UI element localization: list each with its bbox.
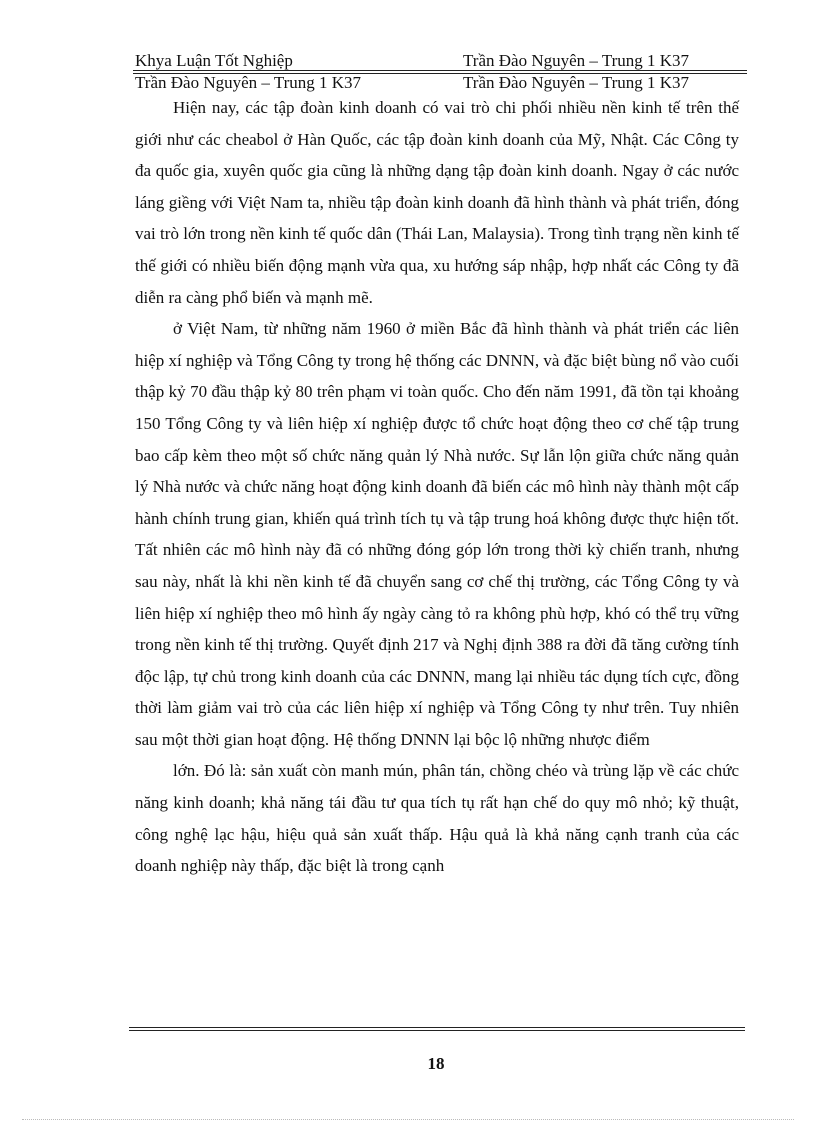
page-number: 18 xyxy=(427,1054,445,1073)
paragraph: ở Việt Nam, từ những năm 1960 ở miền Bắc đã hình thành và phát triển các liên hiệp xí nghiệp và Tổng Công ty trong hệ thống các DNNN, và đặc biệt bùng nổ vào cuối thập kỷ 70 đầu thập kỷ 80 trên phạm vi toàn quốc. Cho đến năm 1991, đã tồn tại khoảng 150 Tổng Công ty và liên hiệp xí nghiệp được tổ chức hoạt động theo cơ chế tập trung bao cấp kèm theo một số chức năng quản lý Nhà nước. Sự lẫn lộn giữa chức năng quản lý Nhà nước và chức năng hoạt động kinh doanh đã biến các mô hình này thành một cấp hành chính trung gian, khiến quá trình tích tụ và tập trung hoá không được thực hiện tốt. Tất nhiên các mô hình này đã có những đóng góp lớn trong thời kỳ chiến tranh, nhưng sau này, nhất là khi nền kinh tế đã chuyển sang cơ chế thị trường, các Tổng Công ty và liên hiệp xí nghiệp theo mô hình ấy ngày càng tỏ ra không phù hợp, khó có thể trụ vững trong nền kinh tế thị trường. Quyết định 217 và Nghị định 388 ra đời đã tăng cường tính độc lập, tự chủ trong kinh doanh của các DNNN, mang lại nhiều tác dụng tích cực, đồng thời làm giảm vai trò của các liên hiệp xí nghiệp và Tổng Công ty như trên. Tuy nhiên sau một thời gian hoạt động. Hệ thống DNNN lại bộc lộ những nhược điểm xyxy=(135,319,739,749)
footer-rule-top xyxy=(129,1027,745,1028)
repeated-author-left: Trần Đào Nguyên – Trung 1 K37 xyxy=(135,73,362,92)
header-thesis-title: Khya Luận Tốt Nghiệp xyxy=(135,51,293,70)
header-author: Trần Đào Nguyên – Trung 1 K37 xyxy=(463,51,690,70)
paragraph: lớn. Đó là: sản xuất còn manh mún, phân tán, chồng chéo và trùng lặp về các chức năng kinh doanh; khả năng tái đầu tư qua tích tụ rất hạn chế do quy mô nhỏ; kỹ thuật, công nghệ lạc hậu, hiệu quả sản xuất thấp. Hậu quả là khả năng cạnh tranh của các doanh nghiệp này thấp, đặc biệt là trong cạnh xyxy=(135,761,739,876)
footer-rule-bottom xyxy=(129,1030,745,1031)
repeated-author-right: Trần Đào Nguyên – Trung 1 K37 xyxy=(463,73,690,92)
page-edge-divider xyxy=(22,1119,794,1120)
header-rule-top xyxy=(133,70,747,71)
body-text xyxy=(135,92,739,882)
paragraph: Hiện nay, các tập đoàn kinh doanh có vai trò chi phối nhiều nền kinh tế trên thế giới như các cheabol ở Hàn Quốc, các tập đoàn kinh doanh của Mỹ, Nhật. Các Công ty đa quốc gia, xuyên quốc gia cũng là những dạng tập đoàn kinh doanh. Ngay ở các nước láng giềng với Việt Nam ta, nhiều tập đoàn kinh doanh đã hình thành và phát triển, đóng vai trò lớn trong nền kinh tế quốc dân (Thái Lan, Malaysia). Trong tình trạng nền kinh tế thế giới có nhiều biến động mạnh vừa qua, xu hướng sáp nhập, hợp nhất các Công ty đã diễn ra càng phổ biến và mạnh mẽ. xyxy=(135,98,739,307)
